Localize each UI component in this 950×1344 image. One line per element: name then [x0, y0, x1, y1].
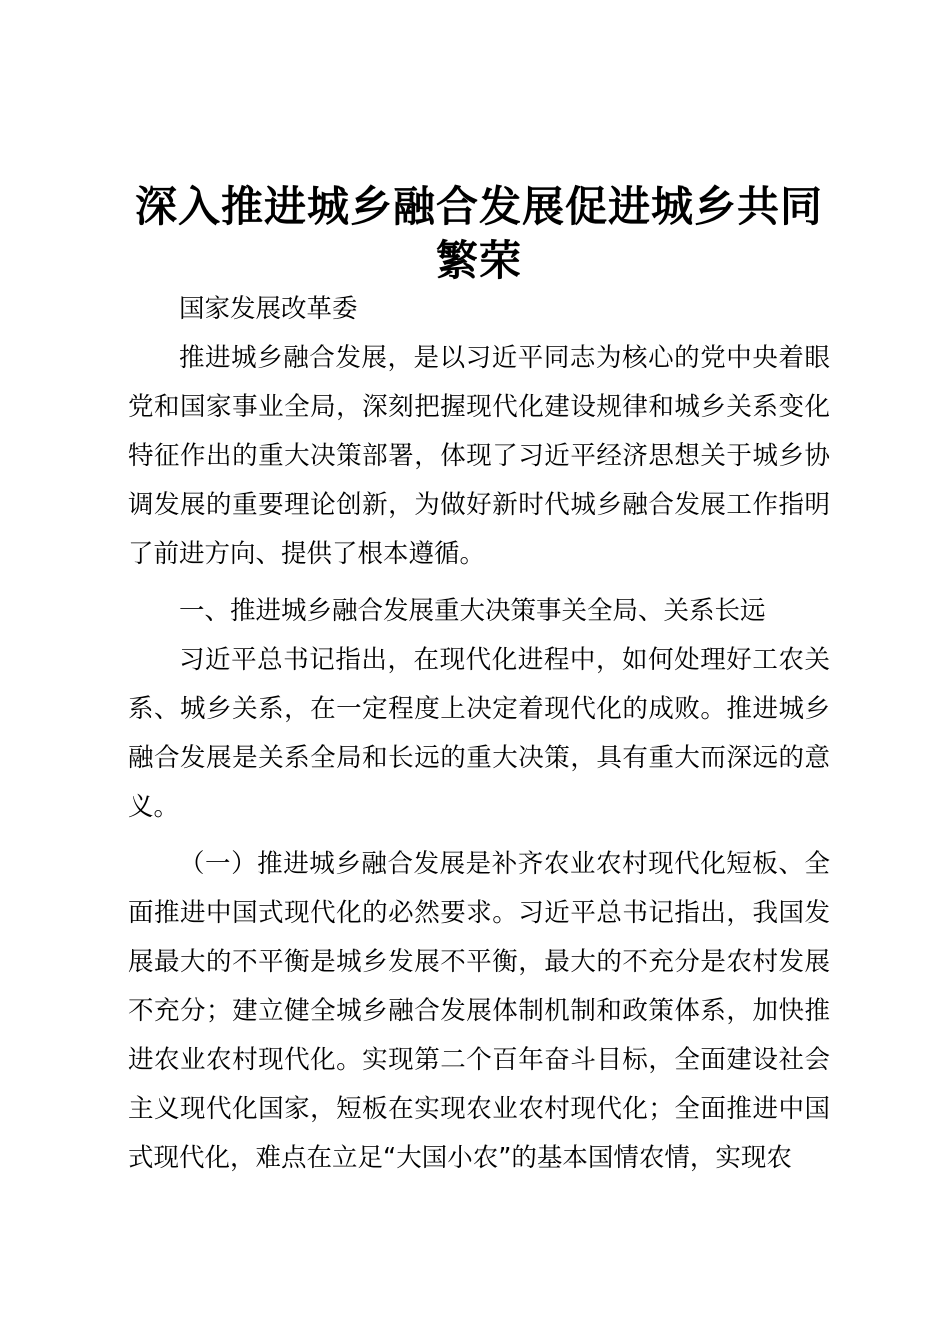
paragraph-subsection-1: （一）推进城乡融合发展是补齐农业农村现代化短板、全面推进中国式现代化的必然要求。习近平总书记指出，我国发展最大的不平衡是城乡发展不平衡，最大的不充分是农村发展不充分；建立健全城乡融合发展体制机制和政策体系，加快推进农业农村现代化。实现第二个百年奋斗目标，全面建设社会主义现代化国家，短板在实现农业农村现代化；全面推进中国式现代化，难点在立足“大国小农”的基本国情农情，实现农	[128, 849, 830, 1173]
author-line: 国家发展改革委	[179, 294, 358, 324]
paragraph-intro: 推进城乡融合发展，是以习近平同志为核心的党中央着眼党和国家事业全局，深刻把握现代化建设规律和城乡关系变化特征作出的重大决策部署，体现了习近平经济思想关于城乡协调发展的重要理论创新，为做好新时代城乡融合发展工作指明了前进方向、提供了根本遵循。	[128, 343, 830, 569]
paragraph-section-1: 习近平总书记指出，在现代化进程中，如何处理好工农关系、城乡关系，在一定程度上决定着现代化的成败。推进城乡融合发展是关系全局和长远的重大决策，具有重大而深远的意义。	[128, 645, 830, 822]
document-body	[128, 285, 830, 1183]
document-title: 深入推进城乡融合发展促进城乡共同繁荣	[134, 182, 823, 285]
section-heading-1: 一、推进城乡融合发展重大决策事关全局、关系长远	[179, 596, 766, 626]
